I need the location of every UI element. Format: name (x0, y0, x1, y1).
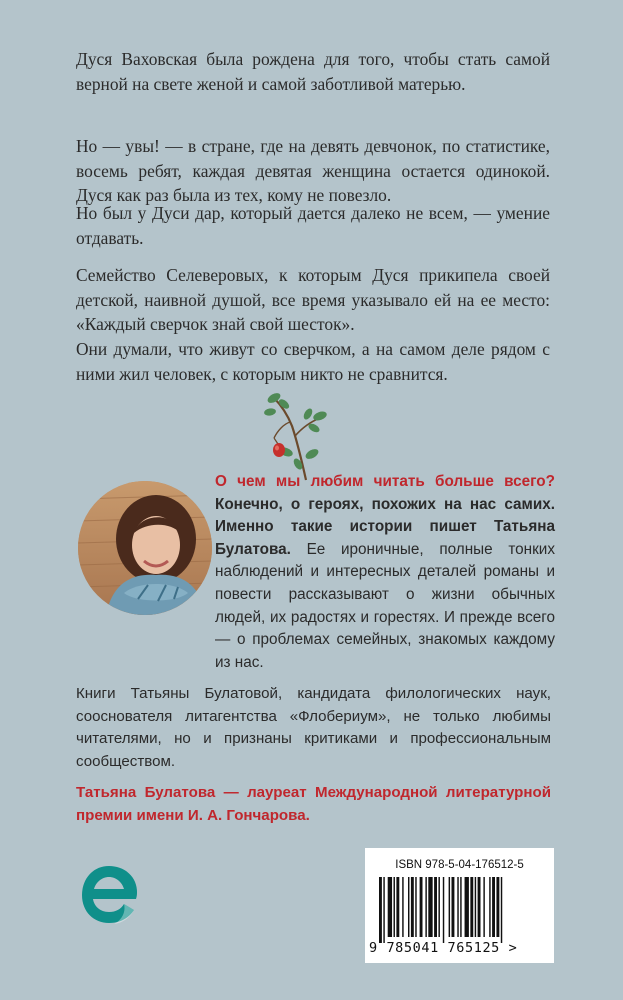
blurb-paragraph-5: Они думали, что живут со сверчком, а на самом деле рядом с ними жил человек, с которым никто не сравнится. (76, 339, 550, 384)
author-intro-answer: Конечно, о героях, похожих на нас самих. Именно такие истории пишет Татьяна Булатова. (215, 495, 555, 558)
blurb-paragraph-1: Дуся Ваховская была рождена для того, чтобы стать самой верной на свете женой и самой заботливой матерью. (76, 49, 550, 94)
blurb-paragraph-4: Семейство Селеверовых, к которым Дуся прикипела своей детской, наивной душой, все время указывало ей на ее место: «Каждый сверчок знай свой шесток». (76, 265, 550, 334)
author-photo-image (78, 481, 212, 615)
award-text: Татьяна Булатова — лауреат Международной литературной премии имени И. А. Гончарова. (76, 784, 551, 824)
author-intro-text (215, 471, 555, 674)
author-intro-question: О чем мы любим читать больше всего? (215, 473, 555, 490)
blurb-paragraph-2: Но — увы! — в стране, где на девять девчонок, по статистике, восемь ребят, каждая девятая женщина остается одинокой. Дуся как раз была из тех, кому не повезло. (76, 136, 550, 205)
publisher-e-logo-icon (78, 860, 140, 928)
barcode-bars (379, 877, 542, 943)
barcode-panel (365, 848, 554, 963)
author-credentials-text: Книги Татьяны Булатовой, кандидата филологических наук, сооснователя литагентства «Флобериум», не только любимы читателями, но и признаны критиками и профессиональным сообществом. (76, 685, 551, 770)
isbn-label: ISBN 978-5-04-176512-5 (395, 859, 524, 871)
blurb-paragraph-3: Но был у Дуси дар, который дается далеко не всем, — умение отдавать. (76, 203, 550, 248)
author-intro-description: Ее ироничные, полные тонких наблюдений и интересных деталей романы и повести рассказывают о жизни обычных людей, их радостях и горестях. И прежде всего — о проблемах семейных, знакомых каждому из нас. (215, 540, 555, 671)
author-portrait (78, 481, 212, 615)
barcode-digits: 9 785041 765125 > (369, 940, 518, 956)
